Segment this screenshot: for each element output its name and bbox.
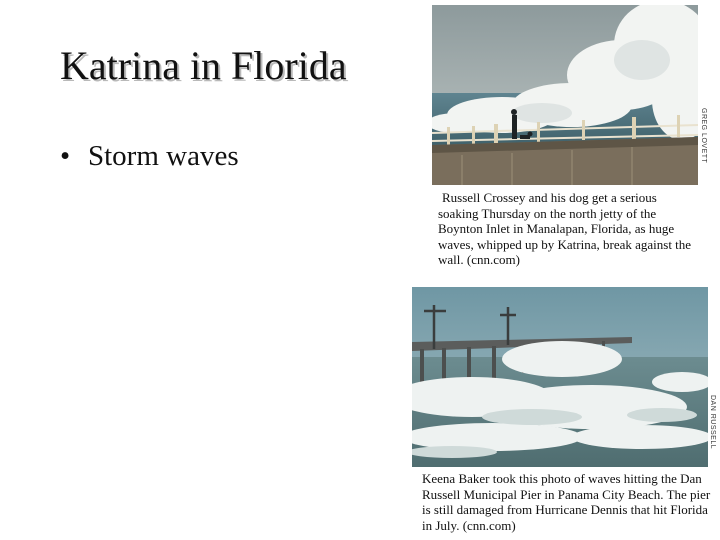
photo-caption: Russell Crossey and his dog get a serious soaking Thursday on the north jetty of the Boynton Inlet in Manalapan, Florida, as huge waves, whipped up by Katrina, break against the wall. (cnn.com): [438, 190, 692, 268]
bullet-text: Storm waves: [88, 140, 239, 172]
bullet-item: [60, 140, 239, 173]
jetty-waves-photo: [432, 5, 698, 185]
photo-caption: Keena Baker took this photo of waves hitting the Dan Russell Municipal Pier in Panama City Beach. The pier is still damaged from Hurricane Dennis that hit Florida in July. (cnn.com): [422, 471, 711, 533]
bullet-symbol: •: [60, 140, 71, 172]
photo-credit: GREG LOVETT: [700, 108, 707, 164]
pier-waves-photo: [412, 287, 708, 467]
photo-credit: DAN RUSSELL: [709, 395, 716, 450]
slide-title: Katrina in Florida: [60, 43, 347, 88]
